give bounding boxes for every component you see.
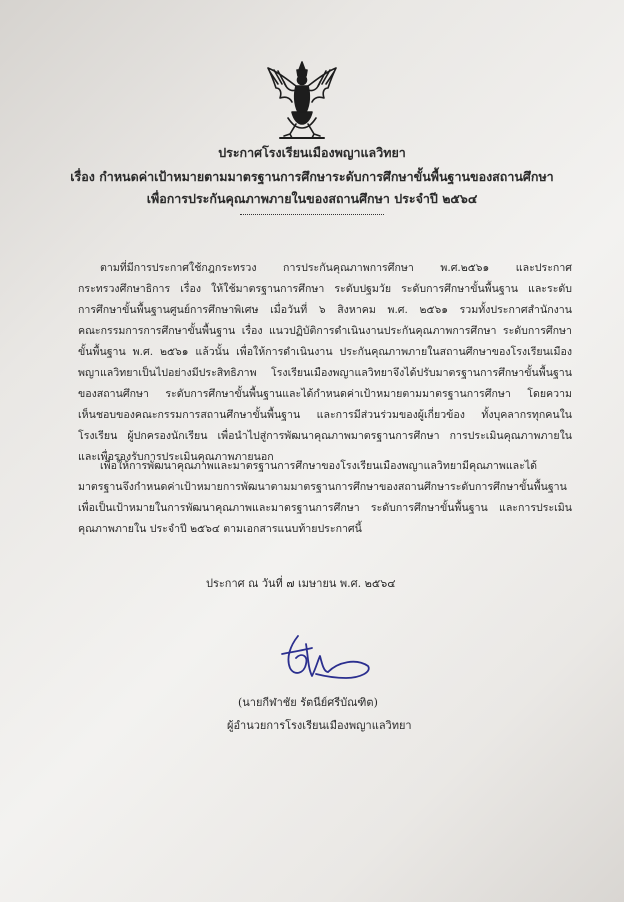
- paragraph-line: คณะกรรมการการศึกษาขั้นพื้นฐาน เรื่อง แนวปฏิบัติการดำเนินงานประกันคุณภาพการศึกษา ระดับการศึกษา: [78, 325, 572, 337]
- paragraph-line: พญาแลวิทยาเป็นไปอย่างมีประสิทธิภาพ โรงเรียนเมืองพญาแลวิทยาจึงได้ปรับมาตรฐานการศึกษาขั้นพื้นฐาน: [78, 367, 572, 379]
- dotted-divider: [240, 214, 384, 215]
- paragraph-line: ของสถานศึกษา ระดับการศึกษาขั้นพื้นฐานและได้กำหนดค่าเป้าหมายตามมาตรฐานการศึกษา โดยความ: [78, 388, 572, 400]
- garuda-emblem-icon: [262, 58, 342, 142]
- body-paragraph-1: [78, 258, 572, 468]
- paragraph-line: มาตรฐานจึงกำหนดค่าเป้าหมายการพัฒนาตามมาตรฐานการศึกษาของสถานศึกษาระดับการศึกษาขั้นพื้นฐาน: [78, 481, 567, 493]
- paragraph-line: เพื่อเป็นเป้าหมายในการพัฒนาคุณภาพและมาตรฐานการศึกษา ระดับการศึกษาขั้นพื้นฐาน และการประเมิน: [78, 502, 572, 514]
- body-paragraph-2: [78, 456, 572, 540]
- handwritten-signature: [276, 628, 374, 688]
- paragraph-line: และเพื่อรองรับการประเมินคุณภาพภายนอก: [78, 451, 274, 463]
- signer-name: (นายกีฬาชัย รัตนีย์ศรีบัณฑิต): [238, 696, 378, 709]
- paragraph-line: เพื่อให้การพัฒนาคุณภาพและมาตรฐานการศึกษาของโรงเรียนเมืองพญาแลวิทยามีคุณภาพและได้: [100, 460, 538, 472]
- paragraph-line: กระทรวงศึกษาธิการ เรื่อง ให้ใช้มาตรฐานการศึกษา ระดับปฐมวัย ระดับการศึกษาขั้นพื้นฐาน และระดับ: [78, 283, 572, 295]
- proclamation-date: ประกาศ ณ วันที่ ๗ เมษายน พ.ศ. ๒๕๖๔: [206, 577, 396, 590]
- paragraph-line: ขั้นพื้นฐาน พ.ศ. ๒๕๖๑ แล้วนั้น เพื่อให้การดำเนินงาน ประกันคุณภาพภายในสถานศึกษาของโรงเรียนเมือง: [78, 346, 572, 358]
- paragraph-line: โรงเรียน ผู้ปกครองนักเรียน เพื่อนำไปสู่การพัฒนาคุณภาพมาตรฐานการศึกษา การประเมินคุณภาพภายใน: [78, 430, 572, 442]
- school-heading: ประกาศโรงเรียนเมืองพญาแลวิทยา: [218, 145, 406, 160]
- signer-title: ผู้อำนวยการโรงเรียนเมืองพญาแลวิทยา: [227, 719, 412, 732]
- paragraph-line: เห็นชอบของคณะกรรมการสถานศึกษาขั้นพื้นฐาน และการมีส่วนร่วมของผู้เกี่ยวข้อง ทั้งบุคลากรทุกคนใน: [78, 409, 572, 421]
- paragraph-line: การศึกษาขั้นพื้นฐานศูนย์การศึกษาพิเศษ เมื่อวันที่ ๖ สิงหาคม พ.ศ. ๒๕๖๑ รวมทั้งประกาศสำนักงาน: [78, 304, 572, 316]
- subject-line-2: เพื่อการประกันคุณภาพภายในของสถานศึกษา ประจำปี ๒๕๖๔: [146, 191, 478, 206]
- paragraph-line: ตามที่มีการประกาศใช้กฎกระทรวง การประกันคุณภาพการศึกษา พ.ศ.๒๕๖๑ และประกาศ: [100, 262, 572, 274]
- subject-line-1: เรื่อง กำหนดค่าเป้าหมายตามมาตรฐานการศึกษาระดับการศึกษาขั้นพื้นฐานของสถานศึกษา: [70, 169, 554, 184]
- paragraph-line: คุณภาพภายใน ประจำปี ๒๕๖๔ ตามเอกสารแนบท้ายประกาศนี้: [78, 523, 362, 535]
